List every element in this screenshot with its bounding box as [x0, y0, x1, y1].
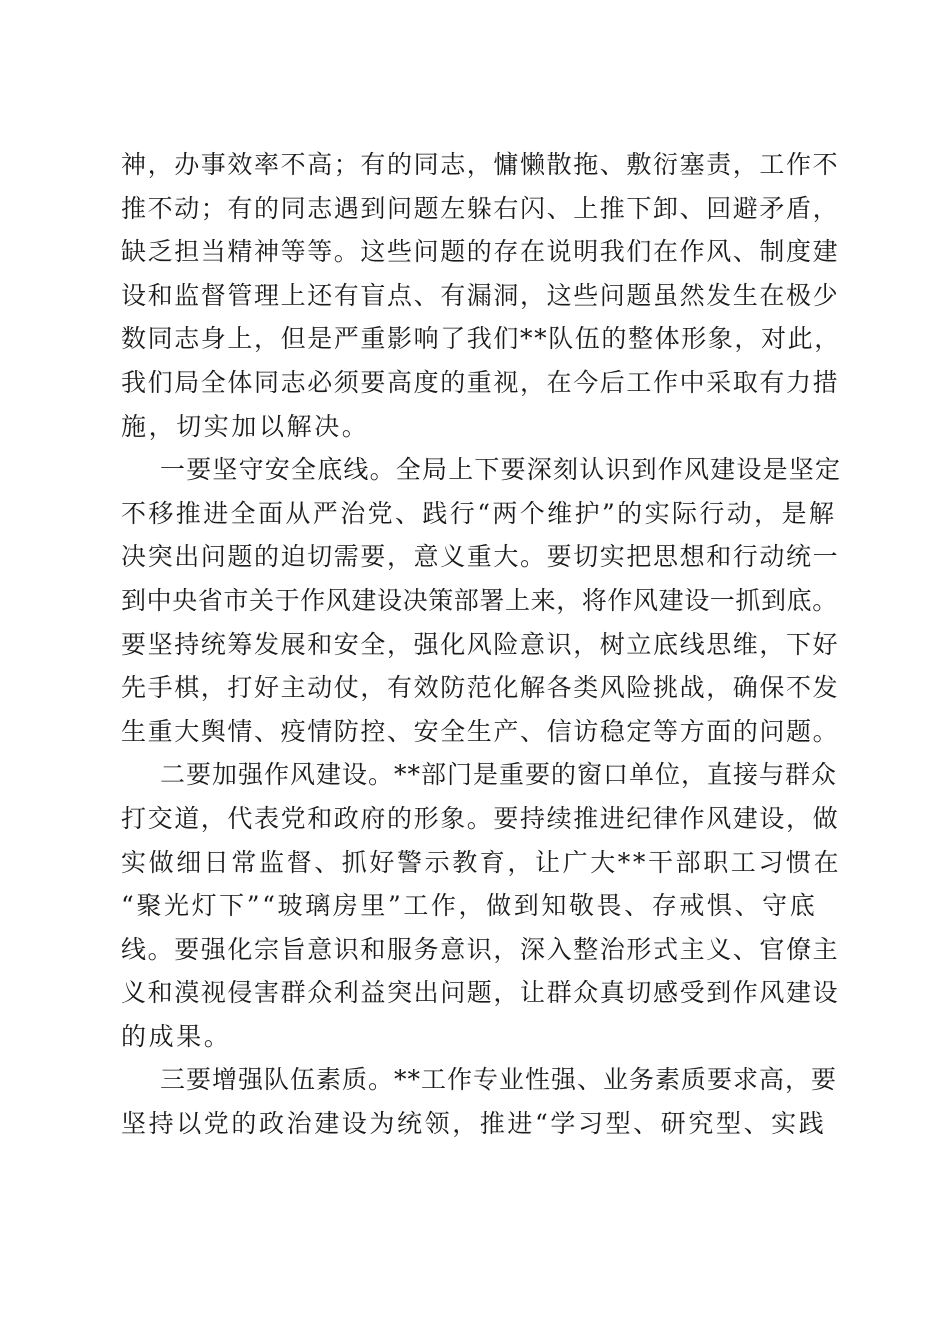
text-line: 先手棋，打好主动仗，有效防范化解各类风险挑战，确保不发 — [121, 673, 840, 703]
text-line: 不移推进全面从严治党、践行“两个维护”的实际行动，是解 — [121, 498, 837, 528]
text-line: 设和监督管理上还有盲点、有漏洞，这些问题虽然发生在极少 — [121, 280, 840, 310]
text-line: “聚光灯下”“玻璃房里”工作，做到知敬畏、存戒惧、守底 — [121, 891, 818, 921]
text-line: 义和漠视侵害群众利益突出问题，让群众真切感受到作风建设 — [121, 978, 840, 1008]
text-line: 打交道，代表党和政府的形象。要持续推进纪律作风建设，做 — [121, 803, 840, 833]
text-line: 线。要强化宗旨意识和服务意识，深入整治形式主义、官僚主 — [121, 934, 840, 964]
text-line: 缺乏担当精神等等。这些问题的存在说明我们在作风、制度建 — [121, 237, 840, 267]
para-team-quality — [121, 1058, 841, 1145]
para-continuation — [121, 143, 841, 448]
text-line-first: 二要加强作风建设。**部门是重要的窗口单位，直接与群众 — [160, 760, 838, 790]
text-line: 坚持以党的政治建设为统领，推进“学习型、研究型、实践 — [121, 1109, 827, 1139]
para-safety-bottom-line — [121, 448, 841, 753]
text-line: 推不动；有的同志遇到问题左躲右闪、上推下卸、回避矛盾， — [121, 193, 840, 223]
text-line: 要坚持统筹发展和安全，强化风险意识，树立底线思维，下好 — [121, 629, 840, 659]
text-line: 实做细日常监督、抓好警示教育，让广大**干部职工习惯在 — [121, 847, 842, 877]
text-line: 数同志身上，但是严重影响了我们**队伍的整体形象，对此， — [121, 324, 841, 354]
text-line: 神，办事效率不高；有的同志，慵懒散拖、敷衍塞责，工作不 — [121, 150, 840, 179]
text-line: 决突出问题的迫切需要，意义重大。要切实把思想和行动统一 — [121, 542, 840, 572]
text-line: 我们局全体同志必须要高度的重视，在今后工作中采取有力措 — [121, 367, 840, 397]
para-work-style — [121, 753, 841, 1058]
text-line: 施，切实加以解决。 — [121, 411, 370, 441]
text-line-first: 三要增强队伍素质。**工作专业性强、业务素质要求高，要 — [160, 1065, 838, 1095]
text-line-first: 一要坚守安全底线。全局上下要深刻认识到作风建设是坚定 — [160, 455, 842, 485]
text-line: 生重大舆情、疫情防控、安全生产、信访稳定等方面的问题。 — [121, 716, 840, 746]
document-body — [121, 143, 841, 1146]
text-line: 到中央省市关于作风建设决策部署上来，将作风建设一抓到底。 — [121, 585, 838, 615]
text-line: 的成果。 — [121, 1021, 232, 1051]
